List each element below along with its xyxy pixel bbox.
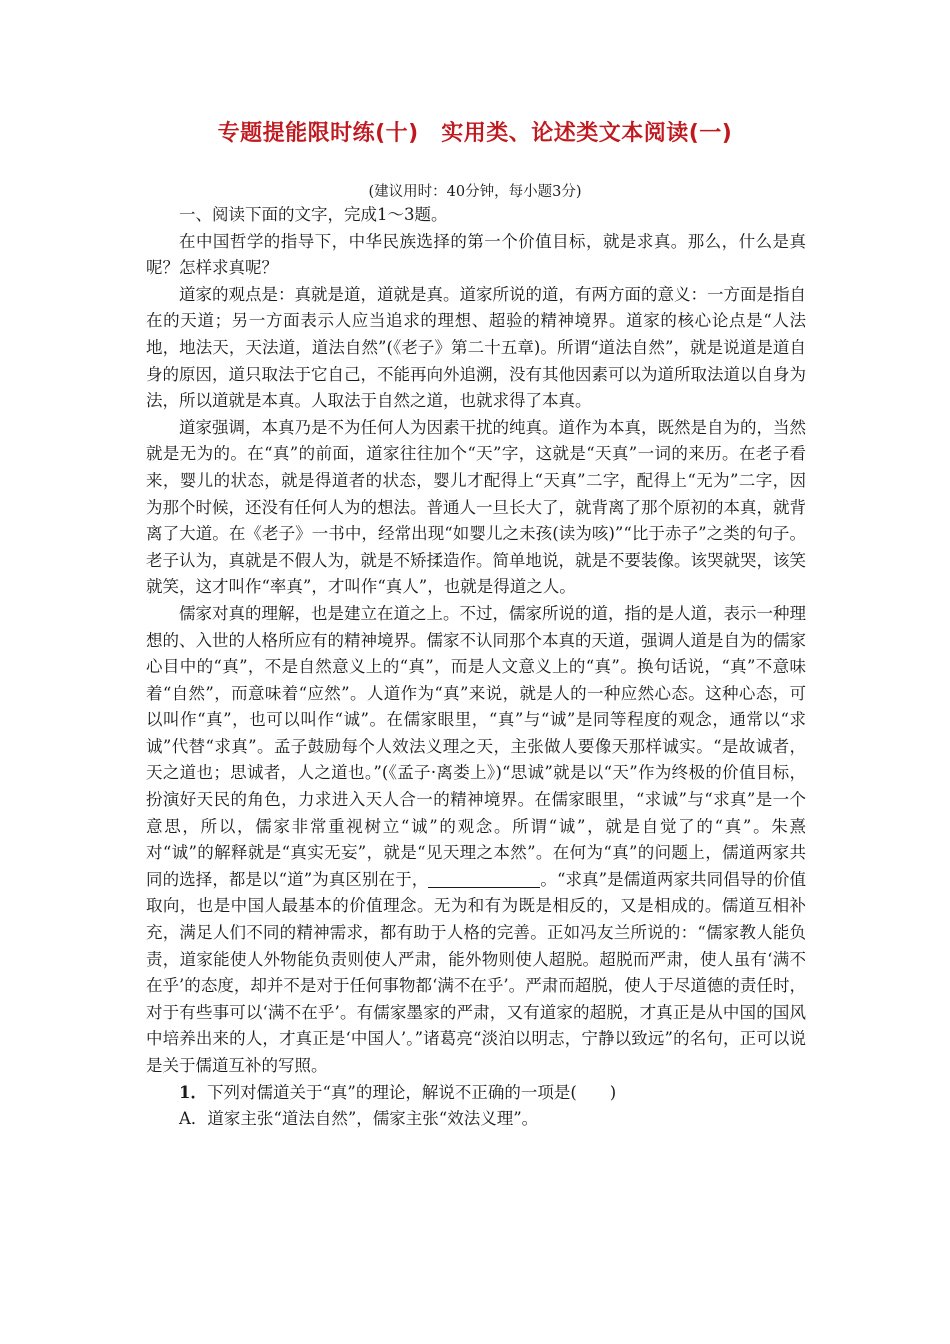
paragraph: 在中国哲学的指导下，中华民族选择的第一个价值目标，就是求真。那么，什么是真呢？怎样求真呢？ bbox=[146, 231, 806, 278]
question-1 bbox=[146, 1080, 806, 1107]
reading-passage bbox=[146, 202, 806, 1133]
page-title: 专题提能限时练(十) 实用类、论述类文本阅读(一) bbox=[217, 121, 733, 146]
question-number: 1． bbox=[179, 1082, 207, 1102]
paragraph bbox=[146, 601, 806, 1080]
fill-blank bbox=[428, 870, 540, 888]
time-suggestion: (建议用时：40分钟，每小题3分) bbox=[368, 184, 582, 200]
option-a: A．道家主张“道法自然”，儒家主张“效法义理”。 bbox=[179, 1109, 539, 1129]
section-heading: 一、阅读下面的文字，完成1～3题。 bbox=[179, 205, 448, 224]
paragraph-text: 。“求真”是儒道两家共同倡导的价值取向，也是中国人最基本的价值理念。无为和有为既是相反的，又是相成的。儒道互相补充，满足人们不同的精神需求，都有助于人格的完善。正如冯友兰所说的：“儒家教人能负责，道家能使人外物能负责则使人严肃，能外物则使人超脱。超脱而严肃，使人虽有‘满不在乎’的态度，却并不是对于任何事物都‘满不在乎’。严肃而超脱，使人于尽道德的责任时，对于有些事可以‘满不在乎’。有儒家墨家的严肃，又有道家的超脱，才真正是从中国的国风中培养出来的人，才真正是‘中国人’。”诸葛亮“淡泊以明志，宁静以致远”的名句，正可以说是关于儒道互补的写照。 bbox=[146, 869, 807, 1075]
paragraph: 道家的观点是：真就是道，道就是真。道家所说的道，有两方面的意义：一方面是指自在的天道；另一方面表示人应当追求的理想、超验的精神境界。道家的核心论点是“人法地，地法天，天法道，道法自然”(《老子》第二十五章)。所谓“道法自然”，就是说道是道自身的原因，道只取法于它自己，不能再向外追溯，没有其他因素可以为道所取法道以自身为法，所以道就是本真。人取法于自然之道，也就求得了本真。 bbox=[146, 284, 806, 411]
paragraph-text: 儒家对真的理解，也是建立在道之上。不过，儒家所说的道，指的是人道，表示一种理想的、入世的人格所应有的精神境界。儒家不认同那个本真的天道，强调人道是自为的儒家心目中的“真”，不是自然意义上的“真”，而是人文意义上的“真”。换句话说，“真”不意味着“自然”，而意味着“应然”。人道作为“真”来说，就是人的一种应然心态。这种心态，可以叫作“真”，也可以叫作“诚”。在儒家眼里，“真”与“诚”是同等程度的观念，通常以“求诚”代替“求真”。孟子鼓励每个人效法义理之天，主张做人要像天那样诚实。“是故诚者，天之道也；思诚者，人之道也。”(《孟子·离娄上》)“思诚”就是以“天”作为终极的价值目标，扮演好天民的角色，力求进入天人合一的精神境界。在儒家眼里，“求诚”与“求真”是一个意思，所以，儒家非常重视树立“诚”的观念。所谓“诚”，就是自觉了的“真”。朱熹对“诚”的解释就是“真实无妄”，就是“见天理之本然”。在何为“真”的问题上，儒道两家共同的选择，都是以“道”为真区别在于， bbox=[146, 603, 806, 889]
question-text: 下列对儒道关于“真”的理论，解说不正确的一项是( ) bbox=[206, 1082, 617, 1102]
paragraph: 道家强调，本真乃是不为任何人为因素干扰的纯真。道作为本真，既然是自为的，当然就是无为的。在“真”的前面，道家往往加个“天”字，这就是“天真”一词的来历。在老子看来，婴儿的状态，就是得道者的状态，婴儿才配得上“天真”二字，配得上“无为”二字，因为那个时候，还没有任何人为的想法。普通人一旦长大了，就背离了那个原初的本真，就背离了大道。在《老子》一书中，经常出现“如婴儿之未孩(读为咳)”“比于赤子”之类的句子。老子认为，真就是不假人为，就是不矫揉造作。简单地说，就是不要装像。该哭就哭，该笑就笑，这才叫作“率真”，才叫作“真人”，也就是得道之人。 bbox=[146, 417, 806, 597]
